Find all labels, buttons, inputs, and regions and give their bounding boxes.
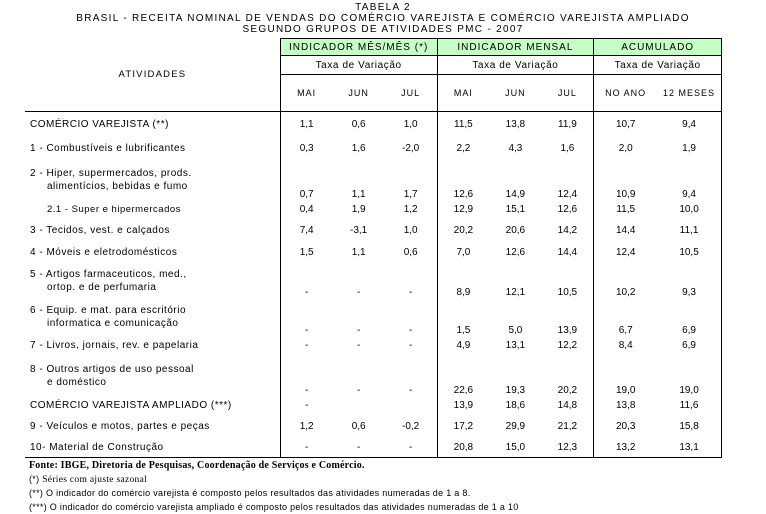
cell-value: 1,1 — [280, 112, 332, 138]
cell-value: 1,6 — [542, 138, 594, 160]
table-row — [25, 160, 722, 200]
header-atividades: ATIVIDADES — [25, 39, 280, 112]
cell-value: 12,6 — [489, 242, 541, 264]
cell-value: 1,7 — [385, 160, 437, 200]
header-indicador-mes-mes: INDICADOR MÊS/MÊS (*) — [280, 39, 437, 56]
cell-value: 10,5 — [657, 242, 721, 264]
cell-value: 13,8 — [489, 112, 541, 138]
row-label-line1: 2.1 - Super e hipermercados — [47, 204, 181, 215]
cell-value: 15,1 — [489, 200, 541, 220]
row-label-line1: COMÉRCIO VAREJISTA AMPLIADO (***) — [30, 400, 232, 411]
table-subtitle: SEGUNDO GRUPOS DE ATIVIDADES PMC - 2007 — [0, 24, 766, 35]
cell-value: 14,4 — [594, 220, 657, 242]
cell-value: 4,9 — [437, 336, 489, 356]
cell-value: - — [385, 336, 437, 356]
cell-value: 1,1 — [333, 160, 385, 200]
row-label-line1: COMÉRCIO VAREJISTA (**) — [30, 119, 169, 130]
header-month: JUL — [542, 75, 594, 112]
row-label-line1: 7 - Livros, jornais, rev. e papelaria — [30, 340, 198, 351]
cell-value: 18,6 — [489, 396, 541, 416]
table-row — [25, 112, 722, 138]
table-row — [25, 200, 722, 220]
cell-value: 19,0 — [657, 356, 721, 396]
cell-value: - — [385, 356, 437, 396]
row-label — [25, 416, 280, 438]
row-label-line1: 5 - Artigos farmaceuticos, med., — [30, 269, 187, 280]
cell-value: 20,2 — [437, 220, 489, 242]
cell-value: 6,9 — [657, 336, 721, 356]
cell-value: 10,9 — [594, 160, 657, 200]
cell-value: 7,4 — [280, 220, 332, 242]
data-table — [25, 38, 722, 458]
cell-value: 1,1 — [333, 242, 385, 264]
row-label-line2: ortop. e de perfumaria — [30, 281, 280, 294]
cell-value: 0,3 — [280, 138, 332, 160]
cell-value: - — [333, 356, 385, 396]
cell-value: 12,6 — [542, 200, 594, 220]
cell-value: 0,7 — [280, 160, 332, 200]
cell-value: 13,2 — [594, 438, 657, 458]
cell-value: 8,9 — [437, 264, 489, 298]
row-label-line1: 8 - Outros artigos de uso pessoal — [30, 364, 194, 375]
cell-value: 0,4 — [280, 200, 332, 220]
cell-value: 20,2 — [542, 356, 594, 396]
cell-value: 1,9 — [657, 138, 721, 160]
cell-value: 9,4 — [657, 160, 721, 200]
cell-value: 12,6 — [437, 160, 489, 200]
cell-value: 13,9 — [542, 298, 594, 336]
cell-value: 11,9 — [542, 112, 594, 138]
cell-value: 12,9 — [437, 200, 489, 220]
note-ampliado: (***) O indicador do comércio varejista ampliado é composto pelos resultados das atividades numeradas de 1 a 10 — [29, 501, 519, 514]
header-month: JUN — [333, 75, 385, 112]
cell-value: 0,6 — [333, 112, 385, 138]
cell-value: - — [333, 438, 385, 458]
cell-value: 14,4 — [542, 242, 594, 264]
cell-value: - — [385, 264, 437, 298]
row-label — [25, 438, 280, 458]
cell-value: 9,4 — [657, 112, 721, 138]
cell-value: 10,0 — [657, 200, 721, 220]
cell-value: 8,4 — [594, 336, 657, 356]
table-row — [25, 264, 722, 298]
cell-value: - — [280, 298, 332, 336]
header-12-meses: 12 MESES — [657, 75, 721, 112]
source-note: Fonte: IBGE, Diretoria de Pesquisas, Coordenação de Serviços e Comércio. — [29, 459, 519, 473]
cell-value: 1,0 — [385, 112, 437, 138]
cell-value: 1,2 — [385, 200, 437, 220]
cell-value: 6,7 — [594, 298, 657, 336]
cell-value: -2,0 — [385, 138, 437, 160]
cell-value: - — [280, 264, 332, 298]
cell-value: 9,3 — [657, 264, 721, 298]
cell-value: 20,8 — [437, 438, 489, 458]
cell-value: 13,1 — [489, 336, 541, 356]
row-label — [25, 242, 280, 264]
table-title: BRASIL - RECEITA NOMINAL DE VENDAS DO COMÉRCIO VAREJISTA E COMÉRCIO VAREJISTA AMPLIADO — [0, 13, 766, 24]
header-indicador-mensal: INDICADOR MENSAL — [437, 39, 594, 56]
cell-value: 20,3 — [594, 416, 657, 438]
cell-value: 10,7 — [594, 112, 657, 138]
cell-value: 0,6 — [333, 416, 385, 438]
cell-value: - — [333, 298, 385, 336]
row-label-line2: informatica e comunicação — [30, 317, 280, 330]
row-label-line1: 3 - Tecidos, vest. e calçados — [30, 225, 170, 236]
cell-value: 14,8 — [542, 396, 594, 416]
cell-value: 1,5 — [280, 242, 332, 264]
row-label — [25, 298, 280, 336]
cell-value: 11,1 — [657, 220, 721, 242]
cell-value: 1,9 — [333, 200, 385, 220]
table-row — [25, 220, 722, 242]
row-label-line1: 10- Material de Construção — [30, 442, 164, 453]
cell-value: 11,5 — [594, 200, 657, 220]
table-row — [25, 138, 722, 160]
cell-value: 2,2 — [437, 138, 489, 160]
cell-value — [385, 396, 437, 416]
cell-value: 19,3 — [489, 356, 541, 396]
cell-value: 29,9 — [489, 416, 541, 438]
cell-value: - — [280, 356, 332, 396]
note-seasonal-marker: (*) — [29, 474, 39, 484]
cell-value: 2,0 — [594, 138, 657, 160]
cell-value: 17,2 — [437, 416, 489, 438]
row-label-line2: e doméstico — [30, 376, 280, 389]
header-month: MAI — [437, 75, 489, 112]
row-label-line1: 4 - Móveis e eletrodomésticos — [30, 247, 177, 258]
cell-value: - — [280, 336, 332, 356]
cell-value: - — [333, 336, 385, 356]
cell-value: 10,2 — [594, 264, 657, 298]
header-taxa-2: Taxa de Variação — [437, 56, 594, 75]
cell-value: 13,9 — [437, 396, 489, 416]
cell-value: 12,2 — [542, 336, 594, 356]
cell-value: - — [333, 264, 385, 298]
cell-value: 21,2 — [542, 416, 594, 438]
header-month: JUL — [385, 75, 437, 112]
header-month: MAI — [280, 75, 332, 112]
header-taxa-1: Taxa de Variação — [280, 56, 437, 75]
row-label — [25, 160, 280, 200]
row-label-line1: 2 - Hiper, supermercados, prods. — [30, 168, 192, 179]
cell-value: -0,2 — [385, 416, 437, 438]
cell-value: 5,0 — [489, 298, 541, 336]
row-label — [25, 112, 280, 138]
header-no-ano: NO ANO — [594, 75, 657, 112]
cell-value: 1,0 — [385, 220, 437, 242]
row-label — [25, 200, 280, 220]
cell-value: 1,6 — [333, 138, 385, 160]
cell-value: 1,5 — [437, 298, 489, 336]
cell-value: 14,9 — [489, 160, 541, 200]
cell-value: 12,1 — [489, 264, 541, 298]
cell-value: 11,5 — [437, 112, 489, 138]
table-row — [25, 356, 722, 396]
row-label — [25, 220, 280, 242]
cell-value: 22,6 — [437, 356, 489, 396]
table-row — [25, 396, 722, 416]
note-varejista: (**) O indicador do comércio varejista é composto pelos resultados das atividades numeradas de 1 a 8. — [29, 487, 519, 501]
cell-value: 6,9 — [657, 298, 721, 336]
row-label — [25, 336, 280, 356]
cell-value: 0,6 — [385, 242, 437, 264]
row-label-line1: 9 - Veículos e motos, partes e peças — [30, 421, 210, 432]
header-taxa-3: Taxa de Variação — [594, 56, 722, 75]
cell-value: 20,6 — [489, 220, 541, 242]
cell-value: - — [385, 298, 437, 336]
header-acumulado: ACUMULADO — [594, 39, 722, 56]
table-row — [25, 298, 722, 336]
cell-value: - — [280, 396, 332, 416]
footnotes — [29, 459, 519, 514]
table-row — [25, 416, 722, 438]
cell-value: 14,2 — [542, 220, 594, 242]
cell-value: 11,6 — [657, 396, 721, 416]
header-month: JUN — [489, 75, 541, 112]
row-label — [25, 264, 280, 298]
row-label — [25, 138, 280, 160]
cell-value: - — [280, 438, 332, 458]
row-label — [25, 396, 280, 416]
cell-value: 12,4 — [542, 160, 594, 200]
cell-value: 10,5 — [542, 264, 594, 298]
note-seasonal — [29, 473, 519, 488]
cell-value: 7,0 — [437, 242, 489, 264]
cell-value: - — [385, 438, 437, 458]
cell-value: -3,1 — [333, 220, 385, 242]
table-row — [25, 438, 722, 458]
cell-value — [333, 396, 385, 416]
cell-value: 4,3 — [489, 138, 541, 160]
row-label-line1: 1 - Combustíveis e lubrificantes — [30, 143, 186, 154]
cell-value: 15,0 — [489, 438, 541, 458]
cell-value: 12,4 — [594, 242, 657, 264]
row-label-line1: 6 - Equip. e mat. para escritório — [30, 305, 186, 316]
row-label-line2: alimentícios, bebidas e fumo — [30, 180, 280, 193]
table-row — [25, 242, 722, 264]
note-seasonal-text: Séries com ajuste sazonal — [42, 475, 147, 485]
cell-value: 12,3 — [542, 438, 594, 458]
cell-value: 13,1 — [657, 438, 721, 458]
table-row — [25, 336, 722, 356]
cell-value: 1,2 — [280, 416, 332, 438]
row-label — [25, 356, 280, 396]
cell-value: 15,8 — [657, 416, 721, 438]
cell-value: 13,8 — [594, 396, 657, 416]
table-number: TABELA 2 — [0, 2, 766, 13]
cell-value: 19,0 — [594, 356, 657, 396]
